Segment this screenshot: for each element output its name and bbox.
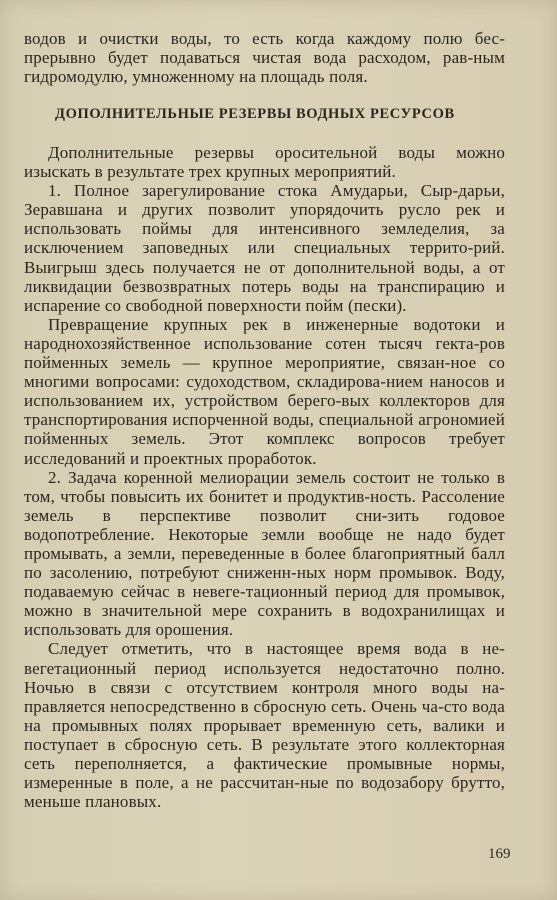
paragraph-3: Превращение крупных рек в инженерные водотоки и народнохозяйственное использование сотен тысяч гекта-ров пойменных земель — крупное мероприятие, связан-ное со многими вопросами: судоходством, складирова-нием наносов и использованием их, устройством берего-вых коллекторов для транспортирования испорченной воды, специальной агрономией пойменных земель. Этот комплекс вопросов требует исследований и проектных проработок. <box>24 314 505 468</box>
intro-paragraph: водов и очистки воды, то есть когда каждому полю бес-прерывно будет подаваться чистая вода расходом, рав-ным гидромодулю, умноженному на площадь поля. <box>24 29 505 87</box>
paragraph-2: 1. Полное зарегулирование стока Амударьи, Сыр-дарьи, Зеравшана и других позволит упорядочить русло рек и использовать поймы для интенсивного земледелия, за исключением заповедных или специальных террито-рий. Выигрыш здесь получается не от дополнительной воды, а от ликвидации безвозвратных потерь воды на транспирацию и испарение со свободной поверхности пойм (пески). <box>24 181 505 315</box>
paragraph-5: Следует отметить, что в настоящее время вода в не-вегетационный период используется недостаточно полно. Ночью в связи с отсутствием контроля много воды на-правляется непосредственно в сбросную сеть. Очень ча-сто вода на промывных полях прорывает временную сеть, валики и поступает в сбросную сеть. В результате этого коллекторная сеть переполняется, а фактические промывные нормы, измеренные в поле, а не рассчитан-ные по водозабору брутто, меньше плановых. <box>24 639 505 812</box>
intro-text-block <box>24 29 505 86</box>
paragraph-4: 2. Задача коренной мелиорации земель состоит не только в том, чтобы повысить их бонитет и продуктив-ность. Рассоление земель в перспективе позволит сни-зить годовое водопотребление. Некоторые земли вообще не надо будет промывать, а земли, переведенные в более благоприятный балл по засолению, потребуют сниженн-ных норм промывок. Воду, подаваемую сейчас в невеге-тационный период для промывок, можно в значительной мере сохранить в водохранилищах и использовать для орошения. <box>24 467 505 640</box>
body-text-block <box>24 143 505 811</box>
paragraph-1: Дополнительные резервы оросительной воды можно изыскать в результате трех крупных мероприятий. <box>24 143 505 182</box>
page-number: 169 <box>488 846 511 862</box>
section-heading: ДОПОЛНИТЕЛЬНЫЕ РЕЗЕРВЫ ВОДНЫХ РЕСУРСОВ <box>55 106 455 122</box>
